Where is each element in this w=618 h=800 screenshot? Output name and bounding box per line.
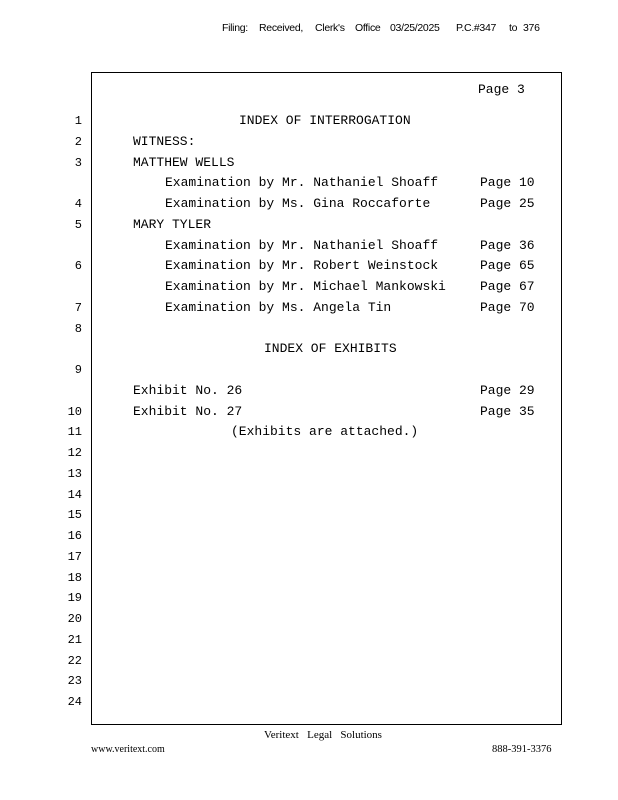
examination-entry: Examination by Ms. Angela Tin bbox=[165, 300, 392, 315]
received-label: Received, bbox=[259, 22, 303, 34]
examination-page: Page 67 bbox=[480, 279, 535, 294]
line-number: 20 bbox=[67, 612, 82, 626]
examination-entry: Examination by Mr. Nathaniel Shoaff bbox=[165, 175, 439, 190]
examination-entry: Examination by Mr. Nathaniel Shoaff bbox=[165, 238, 439, 253]
exhibit-entry: Exhibit No. 27 bbox=[133, 404, 243, 419]
page-number: Page 3 bbox=[478, 82, 525, 97]
examination-page: Page 10 bbox=[480, 175, 535, 190]
exhibits-title: INDEX OF EXHIBITS bbox=[264, 341, 397, 356]
examination-entry: Examination by Ms. Gina Roccaforte bbox=[165, 196, 431, 211]
filing-date: 03/25/2025 bbox=[390, 22, 440, 34]
line-number: 24 bbox=[67, 695, 82, 709]
office-label: Office bbox=[355, 22, 381, 34]
line-number: 6 bbox=[74, 259, 82, 273]
line-number: 16 bbox=[67, 529, 82, 543]
line-number: 10 bbox=[67, 405, 82, 419]
clerks-label: Clerk's bbox=[315, 22, 345, 34]
filing-to: to bbox=[509, 22, 518, 34]
line-number: 19 bbox=[67, 591, 82, 605]
line-number: 23 bbox=[67, 674, 82, 688]
line-number: 12 bbox=[67, 446, 82, 460]
witness-name: MATTHEW WELLS bbox=[133, 155, 235, 170]
line-number: 5 bbox=[74, 218, 82, 232]
line-number: 17 bbox=[67, 550, 82, 564]
exhibit-entry: Exhibit No. 26 bbox=[133, 383, 243, 398]
filing-pc: P.C.#347 bbox=[456, 22, 497, 34]
line-number: 9 bbox=[74, 363, 82, 377]
line-number: 7 bbox=[74, 301, 82, 315]
line-number: 1 bbox=[74, 114, 82, 128]
line-number: 18 bbox=[67, 571, 82, 585]
exhibit-page: Page 35 bbox=[480, 404, 535, 419]
line-number: 2 bbox=[74, 135, 82, 149]
line-number: 8 bbox=[74, 322, 82, 336]
exhibits-note: (Exhibits are attached.) bbox=[231, 424, 419, 439]
filing-label: Filing: bbox=[222, 22, 248, 34]
footer-company: Veritext Legal Solutions bbox=[264, 729, 382, 741]
line-number: 4 bbox=[74, 197, 82, 211]
line-number: 14 bbox=[67, 488, 82, 502]
examination-page: Page 65 bbox=[480, 258, 535, 273]
examination-page: Page 25 bbox=[480, 196, 535, 211]
line-number: 21 bbox=[67, 633, 82, 647]
examination-entry: Examination by Mr. Robert Weinstock bbox=[165, 258, 439, 273]
line-number: 3 bbox=[74, 156, 82, 170]
line-number: 22 bbox=[67, 654, 82, 668]
witness-heading: WITNESS: bbox=[133, 134, 196, 149]
footer-website: www.veritext.com bbox=[91, 744, 165, 755]
filing-number: 376 bbox=[523, 22, 540, 34]
examination-page: Page 70 bbox=[480, 300, 535, 315]
index-title: INDEX OF INTERROGATION bbox=[239, 113, 411, 128]
witness-name: MARY TYLER bbox=[133, 217, 212, 232]
footer-phone: 888-391-3376 bbox=[492, 744, 552, 755]
exhibit-page: Page 29 bbox=[480, 383, 535, 398]
line-number: 11 bbox=[67, 425, 82, 439]
line-number: 15 bbox=[67, 508, 82, 522]
examination-entry: Examination by Mr. Michael Mankowski bbox=[165, 279, 446, 294]
line-number: 13 bbox=[67, 467, 82, 481]
examination-page: Page 36 bbox=[480, 238, 535, 253]
